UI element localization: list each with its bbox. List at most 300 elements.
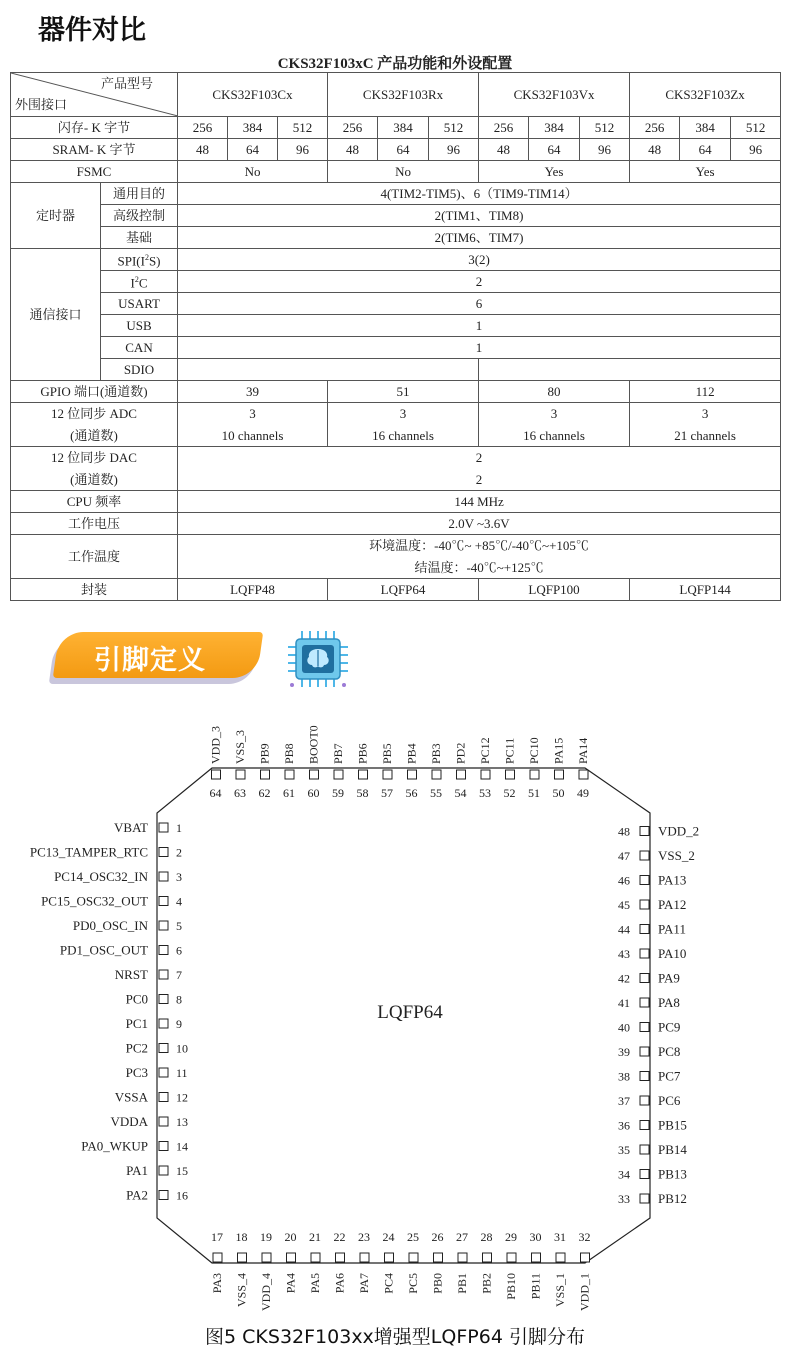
sub-label: USART xyxy=(101,293,178,315)
flash-cell: 512 xyxy=(580,117,630,139)
pin-number: 54 xyxy=(454,786,467,800)
pin-number: 49 xyxy=(577,786,589,800)
pin-label: PC6 xyxy=(658,1093,681,1108)
adc-unit: 3 xyxy=(249,405,256,421)
pin-label: PC8 xyxy=(658,1044,681,1059)
pin-number: 22 xyxy=(333,1230,346,1244)
pin-number: 27 xyxy=(456,1230,468,1244)
pin-label: VDD_3 xyxy=(208,726,223,764)
pin-pad xyxy=(159,872,168,881)
pin-pad xyxy=(213,1253,222,1262)
fsmc-row xyxy=(11,161,781,183)
pin-pad xyxy=(579,770,588,779)
pin-number: 25 xyxy=(407,1230,419,1244)
pin-number: 1 xyxy=(176,821,182,835)
temp-junction: 结温度：-40℃~+125℃ xyxy=(414,559,544,575)
pin-pad xyxy=(409,1253,418,1262)
pin-number: 60 xyxy=(307,786,320,800)
sram-cell: 48 xyxy=(328,139,378,161)
pin-pad xyxy=(261,770,270,779)
pin-label: PA13 xyxy=(658,872,687,888)
pin-pad xyxy=(506,770,515,779)
sub-label: USB xyxy=(101,315,178,337)
pin-number: 7 xyxy=(176,968,182,982)
fsmc-cell: No xyxy=(178,161,328,183)
pin-label: PC14_OSC32_IN xyxy=(54,869,148,884)
dac-cell xyxy=(178,447,781,491)
pin-pad xyxy=(238,1253,247,1262)
spi-label-end: S) xyxy=(148,253,161,269)
pin-label: NRST xyxy=(114,967,148,982)
pin-pad xyxy=(159,995,168,1004)
sub-label: CAN xyxy=(101,337,178,359)
adc-row xyxy=(11,403,781,447)
value-cell: 1 xyxy=(178,315,781,337)
pin-label: VSS_1 xyxy=(553,1273,567,1308)
dac-label-1: 12 位同步 DAC xyxy=(51,449,137,465)
pin-pad xyxy=(434,1253,443,1262)
pin-label: PA9 xyxy=(658,970,680,986)
spec-table xyxy=(10,72,781,601)
flash-cell: 256 xyxy=(328,117,378,139)
pin-number: 10 xyxy=(176,1041,188,1056)
pin-number: 9 xyxy=(176,1017,182,1031)
pin-number: 18 xyxy=(235,1230,248,1244)
pin-label: PA3 xyxy=(210,1273,224,1294)
pin-number: 47 xyxy=(618,849,630,863)
pin-label: PB4 xyxy=(404,743,419,764)
i2c-label-end: C xyxy=(138,275,148,291)
pin-pad xyxy=(640,949,649,958)
pin-label: PA10 xyxy=(658,946,687,961)
sub-label: SDIO xyxy=(101,359,178,381)
pin-label: PC7 xyxy=(658,1068,681,1084)
pin-pad xyxy=(507,1253,516,1262)
fsmc-cell: Yes xyxy=(630,161,781,183)
pin-number: 6 xyxy=(176,943,182,958)
pin-number: 16 xyxy=(176,1188,188,1203)
pin-label: BOOT0 xyxy=(306,725,321,764)
pin-label: PB1 xyxy=(455,1273,469,1294)
pin-pad xyxy=(385,1253,394,1262)
pin-number: 42 xyxy=(618,971,630,986)
pin-pad xyxy=(556,1253,565,1262)
pin-number: 61 xyxy=(283,786,295,800)
pin-label: PC9 xyxy=(658,1019,681,1035)
flash-cell: 512 xyxy=(731,117,781,139)
row-label: 工作电压 xyxy=(11,513,178,535)
i2c-label: I xyxy=(130,275,135,291)
pin-pad xyxy=(532,1253,541,1262)
adc-cell xyxy=(630,403,781,447)
pin-pad xyxy=(640,998,649,1007)
spi-label: SPI(I xyxy=(117,253,145,269)
pin-number: 21 xyxy=(309,1230,321,1244)
timer-general-row xyxy=(11,183,781,205)
package-cell: LQFP64 xyxy=(328,579,479,601)
pin-label: PC11 xyxy=(502,737,517,764)
pin-label: PA7 xyxy=(357,1273,371,1294)
pin-number: 59 xyxy=(332,786,344,800)
i2c-row xyxy=(11,271,781,293)
adc-channels: 21 channels xyxy=(674,427,736,443)
pin-pad xyxy=(640,827,649,836)
pin-number: 14 xyxy=(176,1139,188,1154)
pin-pad xyxy=(212,770,221,779)
pin-label: PD1_OSC_OUT xyxy=(59,942,148,958)
pin-number: 46 xyxy=(618,873,630,888)
pin-label: PA1 xyxy=(126,1163,148,1178)
pin-label: PA0_WKUP xyxy=(81,1138,148,1154)
pin-label: PC1 xyxy=(125,1016,148,1031)
pin-pad xyxy=(530,770,539,779)
pin-number: 33 xyxy=(618,1192,630,1206)
pin-number: 41 xyxy=(618,996,630,1010)
pin-number: 5 xyxy=(176,919,182,933)
pin-label: VDDA xyxy=(110,1114,148,1129)
flash-cell: 384 xyxy=(378,117,429,139)
pin-section-banner xyxy=(52,630,262,686)
pin-pad xyxy=(360,1253,369,1262)
pin-pad xyxy=(159,848,168,857)
sram-cell: 96 xyxy=(731,139,781,161)
cpu-row xyxy=(11,491,781,513)
pin-number: 51 xyxy=(528,786,540,800)
value-cell-empty xyxy=(479,359,781,381)
row-label xyxy=(11,447,178,491)
pin-label: PB5 xyxy=(380,743,394,764)
pin-number: 17 xyxy=(211,1230,223,1244)
temp-row xyxy=(11,535,781,579)
pin-pad xyxy=(159,970,168,979)
row-label: GPIO 端口(通道数) xyxy=(11,381,178,403)
value-cell: 6 xyxy=(178,293,781,315)
corner-bottom-label: 外围接口 xyxy=(15,97,68,112)
pin-label: PB2 xyxy=(479,1273,494,1294)
sram-cell: 64 xyxy=(378,139,429,161)
pin-pad xyxy=(285,770,294,779)
pin-pad xyxy=(640,1072,649,1081)
pin-number: 48 xyxy=(618,824,630,839)
lqfp64-package-diagram xyxy=(0,700,790,1320)
value-cell: 1 xyxy=(178,337,781,359)
pin-pad xyxy=(640,1096,649,1105)
sram-cell: 96 xyxy=(429,139,479,161)
pin-number: 32 xyxy=(578,1230,591,1244)
section-title: 器件对比 xyxy=(38,15,146,46)
pin-pad xyxy=(159,1117,168,1126)
pin-label: PB3 xyxy=(429,743,443,764)
pin-label: PA15 xyxy=(551,737,566,764)
pin-number: 64 xyxy=(209,786,222,800)
pin-pad xyxy=(458,1253,467,1262)
adc-unit: 3 xyxy=(399,405,407,421)
package-cell: LQFP48 xyxy=(178,579,328,601)
temp-cell xyxy=(178,535,781,579)
pin-label: VBAT xyxy=(114,820,148,835)
pin-pad xyxy=(640,1194,649,1203)
voltage-row xyxy=(11,513,781,535)
adc-label-1: 12 位同步 ADC xyxy=(51,405,137,421)
pin-number: 19 xyxy=(260,1230,272,1244)
value-cell: 2(TIM1、TIM8) xyxy=(178,205,781,227)
pin-number: 15 xyxy=(176,1164,188,1178)
pin-pad xyxy=(334,770,343,779)
gpio-cell: 39 xyxy=(178,381,328,403)
fsmc-cell: No xyxy=(328,161,479,183)
gpio-cell: 51 xyxy=(328,381,479,403)
sub-label xyxy=(101,271,178,293)
row-label: 工作温度 xyxy=(11,535,178,579)
pin-label: PB13 xyxy=(658,1166,687,1182)
pin-number: 3 xyxy=(176,870,182,884)
pin-label: PA8 xyxy=(658,995,680,1010)
pin-label: PC10 xyxy=(527,737,541,764)
pin-number: 56 xyxy=(405,786,418,800)
pin-number: 11 xyxy=(176,1066,188,1080)
pin-pad xyxy=(287,1253,296,1262)
pin-number: 31 xyxy=(554,1230,566,1244)
pin-pad xyxy=(640,1023,649,1032)
sdio-row xyxy=(11,359,781,381)
pin-number: 4 xyxy=(176,894,182,909)
pin-label: PA14 xyxy=(576,737,590,764)
pin-label: PA4 xyxy=(283,1273,298,1294)
pin-pad xyxy=(262,1253,271,1262)
pin-pad xyxy=(159,1191,168,1200)
model-header: CKS32F103Vx xyxy=(479,73,630,117)
value-cell: 2(TIM6、TIM7) xyxy=(178,227,781,249)
pin-number: 55 xyxy=(430,786,442,800)
adc-cell xyxy=(479,403,630,447)
sub-label xyxy=(101,249,178,271)
timer-basic-row xyxy=(11,227,781,249)
pin-pad xyxy=(483,1253,492,1262)
timer-advanced-row xyxy=(11,205,781,227)
pin-number: 52 xyxy=(503,786,516,800)
pin-label: VSS_2 xyxy=(658,848,695,863)
pin-pad xyxy=(159,897,168,906)
sub-label: 高级控制 xyxy=(101,205,178,227)
row-label: 封装 xyxy=(11,579,178,601)
can-row xyxy=(11,337,781,359)
pin-label: VDD_4 xyxy=(259,1273,273,1311)
flash-cell: 512 xyxy=(429,117,479,139)
pin-number: 57 xyxy=(381,786,393,800)
adc-channels: 10 channels xyxy=(221,427,284,443)
gpio-row xyxy=(11,381,781,403)
pin-label: PB7 xyxy=(331,743,345,764)
package-cell: LQFP144 xyxy=(630,579,781,601)
pin-pad xyxy=(336,1253,345,1262)
pin-number: 29 xyxy=(505,1230,517,1244)
pin-pad xyxy=(159,1166,168,1175)
pin-number: 36 xyxy=(618,1118,630,1133)
sram-cell: 96 xyxy=(278,139,328,161)
row-label: CPU 频率 xyxy=(11,491,178,513)
pin-label: PC13_TAMPER_RTC xyxy=(29,844,148,860)
model-header: CKS32F103Cx xyxy=(178,73,328,117)
flash-cell: 384 xyxy=(228,117,278,139)
spi-sup: 2 xyxy=(144,252,149,262)
pin-number: 37 xyxy=(618,1094,630,1108)
pin-pad xyxy=(159,1068,168,1077)
sram-cell: 64 xyxy=(680,139,731,161)
pin-number: 38 xyxy=(618,1069,630,1084)
pin-pad xyxy=(640,1121,649,1130)
flash-cell: 256 xyxy=(178,117,228,139)
pin-number: 26 xyxy=(431,1230,444,1244)
pin-label: VSS_4 xyxy=(234,1273,249,1308)
flash-row xyxy=(11,117,781,139)
row-label: 闪存- K 字节 xyxy=(11,117,178,139)
pin-label: PB11 xyxy=(528,1273,543,1300)
pin-label: PB8 xyxy=(282,743,296,764)
adc-channels: 16 channels xyxy=(523,427,585,443)
pin-label: PC3 xyxy=(125,1065,148,1080)
flash-cell: 384 xyxy=(680,117,731,139)
pin-number: 58 xyxy=(356,786,369,800)
adc-cell xyxy=(328,403,479,447)
header-corner-cell xyxy=(11,73,178,117)
fsmc-cell: Yes xyxy=(479,161,630,183)
pin-section-title: 引脚定义 xyxy=(94,645,206,676)
pin-number: 43 xyxy=(618,947,630,961)
pin-label: VSS_3 xyxy=(233,729,247,764)
pin-pad xyxy=(159,1093,168,1102)
pin-number: 39 xyxy=(618,1045,630,1059)
row-label: FSMC xyxy=(11,161,178,183)
pin-number: 44 xyxy=(618,922,630,937)
pin-number: 62 xyxy=(258,786,271,800)
usb-row xyxy=(11,315,781,337)
pin-number: 8 xyxy=(176,992,182,1007)
pin-label: PB14 xyxy=(658,1142,687,1157)
flash-cell: 512 xyxy=(278,117,328,139)
usart-row xyxy=(11,293,781,315)
pin-pad xyxy=(640,1047,649,1056)
pin-pad xyxy=(640,925,649,934)
pin-label: PC2 xyxy=(125,1040,148,1056)
pin-pad xyxy=(159,1142,168,1151)
pin-pad xyxy=(640,900,649,909)
table-caption: CKS32F103xC 产品功能和外设配置 xyxy=(277,56,513,72)
row-label xyxy=(11,403,178,447)
sub-label: 基础 xyxy=(101,227,178,249)
pin-number: 53 xyxy=(479,786,491,800)
pin-label: PC4 xyxy=(381,1273,396,1294)
pin-label: PA5 xyxy=(308,1273,322,1294)
pin-pad xyxy=(159,1044,168,1053)
row-label: SRAM- K 字节 xyxy=(11,139,178,161)
pin-pad xyxy=(555,770,564,779)
pin-number: 35 xyxy=(618,1143,630,1157)
chip-brain-icon xyxy=(286,627,350,691)
temp-ambient: 环境温度：-40℃~ +85℃/-40℃~+105℃ xyxy=(369,537,589,553)
pin-label: PB9 xyxy=(257,743,272,764)
pin-number: 13 xyxy=(176,1115,188,1129)
pin-label: VDD_2 xyxy=(658,823,700,839)
dac-label-2: (通道数) xyxy=(70,471,118,487)
sram-cell: 64 xyxy=(529,139,580,161)
sram-cell: 64 xyxy=(228,139,278,161)
value-cell: 2.0V ~3.6V xyxy=(178,513,781,535)
value-cell: 144 MHz xyxy=(178,491,781,513)
pin-number: 24 xyxy=(382,1230,395,1244)
pin-number: 40 xyxy=(618,1020,630,1035)
pin-pad xyxy=(236,770,245,779)
flash-cell: 256 xyxy=(479,117,529,139)
group-label-comm: 通信接口 xyxy=(11,249,101,381)
sub-label: 通用目的 xyxy=(101,183,178,205)
model-header: CKS32F103Zx xyxy=(630,73,781,117)
adc-label-2: (通道数) xyxy=(70,427,118,443)
pin-label: PA2 xyxy=(126,1187,148,1203)
pin-pad xyxy=(383,770,392,779)
adc-unit: 3 xyxy=(550,405,558,421)
pin-label: VSSA xyxy=(114,1089,148,1105)
pin-label: PC15_OSC32_OUT xyxy=(41,893,148,909)
pin-number: 30 xyxy=(529,1230,542,1244)
pin-label: PD0_OSC_IN xyxy=(72,918,148,933)
value-cell-empty xyxy=(178,359,479,381)
pin-pad xyxy=(159,823,168,832)
pin-pad xyxy=(640,1170,649,1179)
pin-pad xyxy=(581,1253,590,1262)
pin-label: PB12 xyxy=(658,1191,687,1206)
value-cell: 2 xyxy=(178,271,781,293)
sram-cell: 96 xyxy=(580,139,630,161)
model-header: CKS32F103Rx xyxy=(328,73,479,117)
pin-pad xyxy=(159,921,168,930)
pin-pad xyxy=(159,946,168,955)
pin-number: 12 xyxy=(176,1090,188,1105)
pin-pad xyxy=(481,770,490,779)
dac-value-1: 2 xyxy=(475,449,483,465)
value-cell: 3(2) xyxy=(178,249,781,271)
sram-cell: 48 xyxy=(630,139,680,161)
flash-cell: 256 xyxy=(630,117,680,139)
pin-number: 20 xyxy=(284,1230,297,1244)
pin-pad xyxy=(640,974,649,983)
pin-pad xyxy=(640,1145,649,1154)
adc-unit: 3 xyxy=(701,405,709,421)
pin-label: PB6 xyxy=(355,743,370,764)
package-row xyxy=(11,579,781,601)
pin-label: PC5 xyxy=(406,1273,420,1294)
figure-caption: 图5 CKS32F103xx增强型LQFP64 引脚分布 xyxy=(205,1326,585,1348)
pin-number: 50 xyxy=(552,786,565,800)
pin-pad xyxy=(640,876,649,885)
value-cell: 4(TIM2-TIM5)、6（TIM9-TIM14） xyxy=(178,183,781,205)
pin-label: VDD_1 xyxy=(577,1273,592,1311)
pin-label: PA12 xyxy=(658,897,687,912)
pin-number: 28 xyxy=(480,1230,493,1244)
dac-row xyxy=(11,447,781,491)
gpio-cell: 112 xyxy=(630,381,781,403)
gpio-cell: 80 xyxy=(479,381,630,403)
pin-pad xyxy=(359,770,368,779)
pin-label: PA11 xyxy=(658,921,686,937)
pin-number: 23 xyxy=(358,1230,370,1244)
pin-pad xyxy=(640,851,649,860)
adc-cell xyxy=(178,403,328,447)
spi-row xyxy=(11,249,781,271)
pin-label: PC12 xyxy=(478,737,492,764)
sram-cell: 48 xyxy=(479,139,529,161)
pin-pad xyxy=(432,770,441,779)
pin-number: 34 xyxy=(618,1167,630,1182)
